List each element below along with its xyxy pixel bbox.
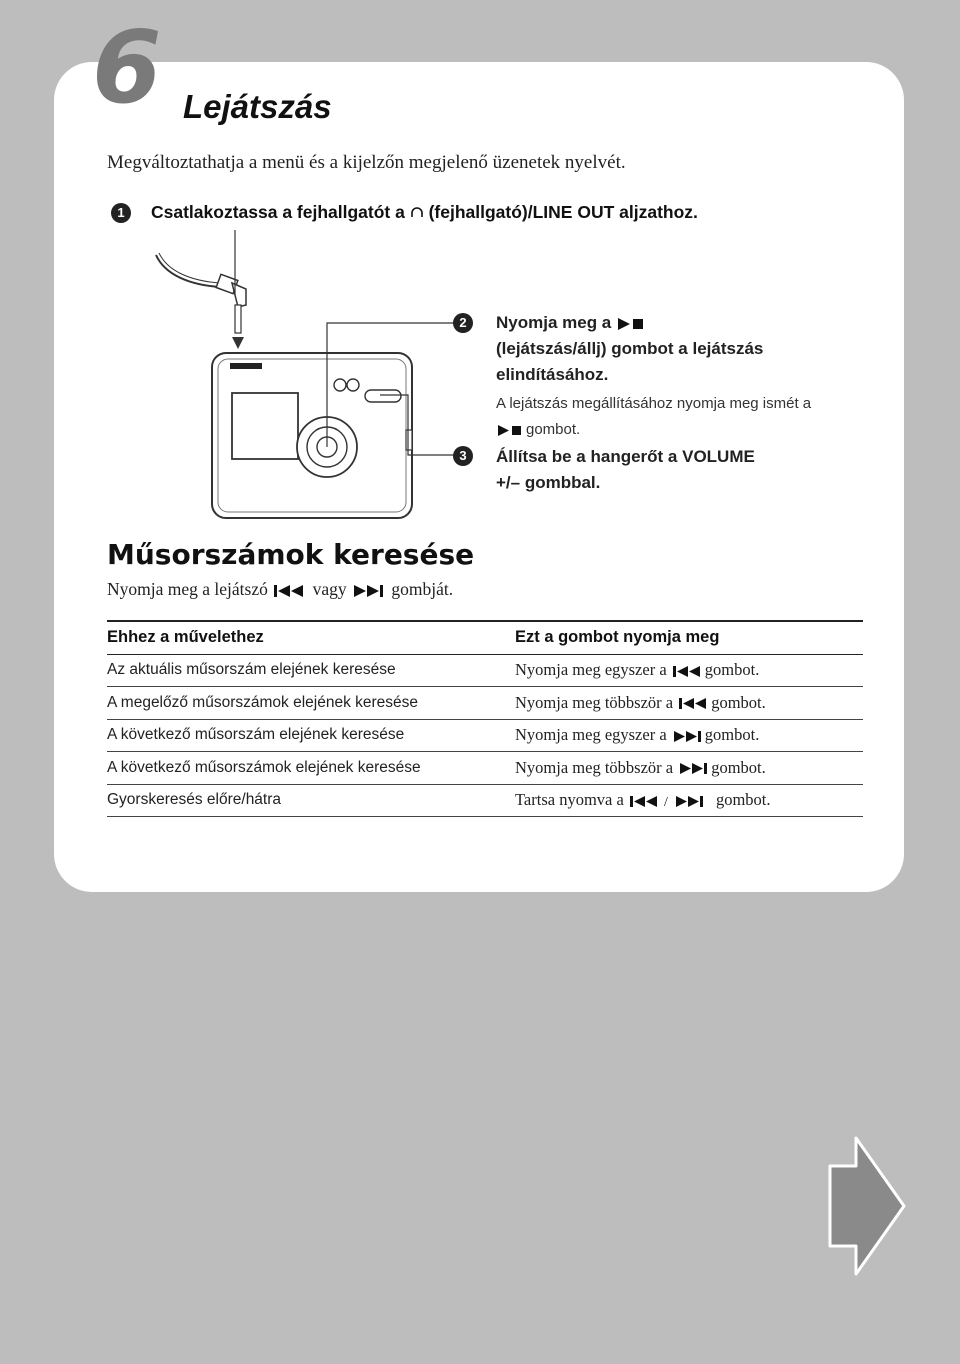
chapter-number: 6 <box>92 9 160 126</box>
step-2-badge: 2 <box>453 313 473 333</box>
track-search-table <box>107 620 863 817</box>
insert-arrow <box>232 337 244 349</box>
row-button-text-a: Nyomja meg egyszer a <box>515 725 667 745</box>
row-button <box>515 687 863 720</box>
top-button-1 <box>334 379 346 391</box>
row-button-text-b: gombot. <box>704 725 760 745</box>
step-1-text-a: Csatlakoztassa a fejhallgatót a <box>151 202 410 222</box>
step-3-line-2: +/– gombbal. <box>496 473 601 492</box>
device-illustration <box>150 225 470 530</box>
previous-track-icon <box>677 697 711 710</box>
step-2-line-2: (lejátszás/állj) gombot a lejátszás <box>496 339 764 358</box>
step-2-note-line-2: gombot. <box>526 421 581 438</box>
row-button-text-a: Nyomja meg többször a <box>515 757 674 777</box>
table-row <box>107 752 863 785</box>
table-row <box>107 784 863 817</box>
svg-text:/: / <box>663 794 668 808</box>
row-button-text-b: gombot. <box>704 660 760 680</box>
next-track-icon <box>671 730 705 743</box>
intro-text: Megváltoztathatja a menü és a kijelzőn megjelenő üzenetek nyelvét. <box>107 152 626 173</box>
row-action: A megelőző műsorszámok elejének keresése <box>107 687 515 720</box>
plug-pin <box>235 305 241 333</box>
row-button-text-b: gombot. <box>715 790 771 810</box>
step-3-text <box>496 444 755 496</box>
cable-inner <box>159 253 220 283</box>
next-track-icon <box>351 584 387 598</box>
step-1-badge: 1 <box>111 203 131 223</box>
step-2-line-3: elindításához. <box>496 365 609 384</box>
row-action: A következő műsorszámok elejének keresése <box>107 752 515 785</box>
step-2-note-line-1: A lejátszás megállításához nyomja meg ismét a <box>496 395 812 412</box>
row-button <box>515 719 863 752</box>
row-button <box>515 752 863 785</box>
row-button-text-b: gombot. <box>711 757 766 777</box>
chapter-title: Lejátszás <box>183 88 332 125</box>
next-page-arrow-icon[interactable] <box>826 1136 908 1276</box>
row-action: Gyorskeresés előre/hátra <box>107 784 515 817</box>
section-subtitle-c: gombját. <box>391 579 454 599</box>
jack-slot <box>230 363 262 369</box>
header-button: Ezt a gombot nyomja meg <box>515 621 863 654</box>
step-1-text-b: (fejhallgató)/LINE OUT aljzathoz. <box>423 202 698 222</box>
headphone-icon <box>410 205 424 221</box>
section-subtitle-b: vagy <box>312 579 347 599</box>
header-action: Ehhez a művelethez <box>107 621 515 654</box>
row-button <box>515 654 863 687</box>
table-row <box>107 687 863 720</box>
row-action: Az aktuális műsorszám elejének keresése <box>107 654 515 687</box>
play-stop-icon <box>496 424 526 437</box>
row-button <box>515 784 863 817</box>
volume-button <box>365 390 401 402</box>
section-title: Műsorszámok keresése <box>107 538 475 571</box>
row-action: A következő műsorszám elejének keresése <box>107 719 515 752</box>
plug-head <box>232 283 246 307</box>
row-button-text-a: Nyomja meg egyszer a <box>515 660 667 680</box>
table-row <box>107 654 863 687</box>
section-subtitle-a: Nyomja meg a lejátszó <box>107 579 268 599</box>
section-subtitle <box>107 579 453 600</box>
previous-track-icon <box>671 665 705 678</box>
step-2-text <box>496 310 763 388</box>
step-3-line-1: Állítsa be a hangerőt a VOLUME <box>496 447 755 466</box>
top-button-2 <box>347 379 359 391</box>
step-3-badge: 3 <box>453 446 473 466</box>
table-row <box>107 719 863 752</box>
side-button <box>406 430 412 450</box>
row-button-text-a: Nyomja meg többször a <box>515 692 674 712</box>
previous-next-track-icon <box>628 795 716 808</box>
step-2-line-1: Nyomja meg a <box>496 313 612 332</box>
next-track-icon <box>677 762 711 775</box>
row-button-text-b: gombot. <box>711 692 766 712</box>
step-1-text <box>151 202 698 223</box>
step-2-note <box>496 391 811 443</box>
play-stop-icon <box>616 317 646 331</box>
player-screen <box>232 393 298 459</box>
table-header-row <box>107 621 863 654</box>
previous-track-icon <box>272 584 308 598</box>
row-button-text-a: Tartsa nyomva a <box>515 790 624 810</box>
